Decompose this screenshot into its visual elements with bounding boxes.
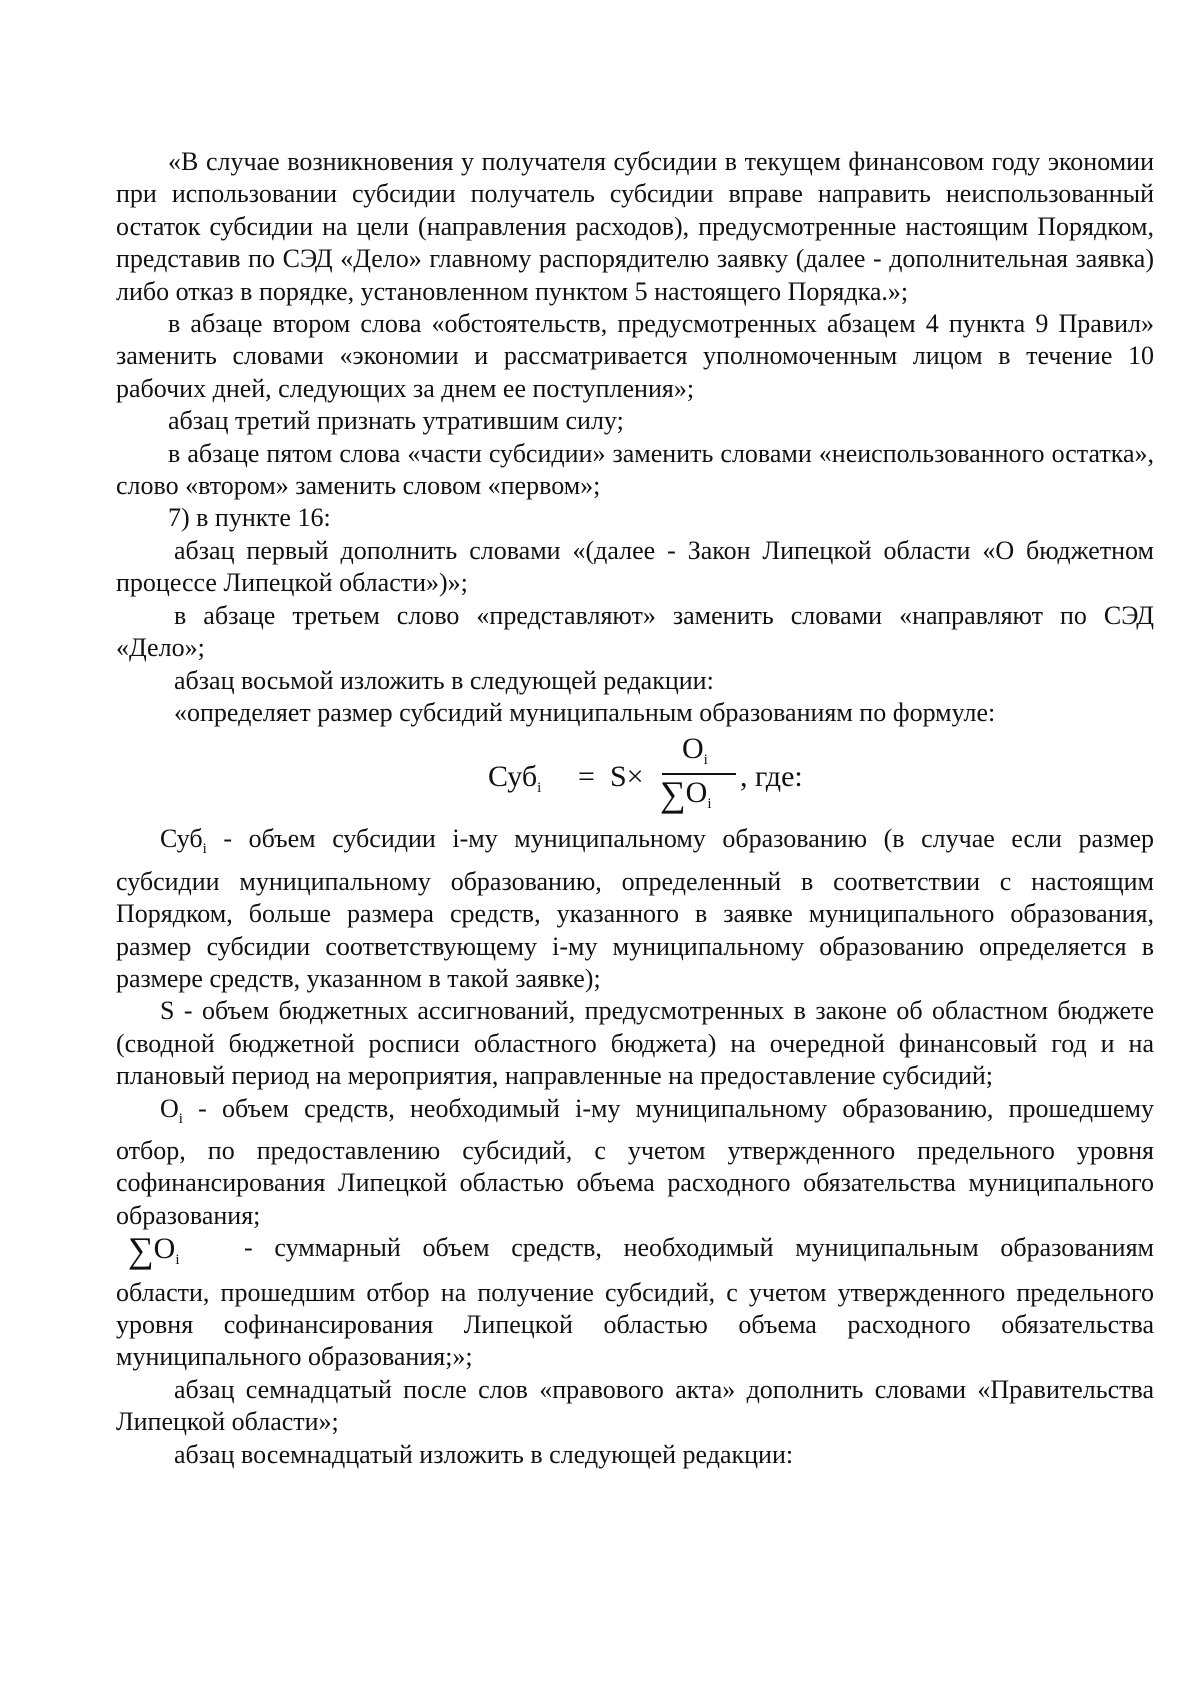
- paragraph-sub-definition: Суб$_i$ - объем субсидии i-му муниципальному образованию (в случае если размер субсидии муниципальному образованию, определенный в соответствии с настоящим Порядком, больше размера средств, указанного в заявке муниципального образования, размер субсидии соответствующему i-му муниципальному образованию определяется в размере средств, указанном в такой заявке);: [116, 824, 1154, 993]
- paragraph-5: 7) в пункте 16:: [168, 503, 331, 533]
- paragraph-8: абзац восьмой изложить в следующей редакции:: [174, 665, 714, 695]
- paragraph-2: в абзаце втором слова «обстоятельств, предусмотренных абзацем 4 пункта 9 Правил» заменить словами «экономии и рассматривается уполномоченным лицом в течение 10 рабочих дней, следующих за днем ее поступления»;: [116, 309, 1154, 403]
- paragraph-4: в абзаце пятом слова «части субсидии» заменить словами «неиспользованного остатка», слово «втором» заменить словом «первом»;: [116, 438, 1154, 501]
- formula-s-times: S×: [610, 760, 644, 794]
- paragraph-6: абзац первый дополнить словами «(далее - Закон Липецкой области «О бюджетном процессе Липецкой области»)»;: [116, 535, 1154, 598]
- paragraph-9: «определяет размер субсидий муниципальным образованиям по формуле:: [174, 697, 996, 727]
- paragraph-3: абзац третий признать утратившим силу;: [168, 406, 624, 436]
- sigma-icon: ∑: [660, 774, 686, 815]
- sigma-icon: ∑: [128, 1230, 154, 1271]
- formula-denominator: $\sum O_i$: [660, 774, 712, 815]
- paragraph-7: в абзаце третьем слово «представляют» заменить словами «направляют по СЭД «Дело»;: [116, 600, 1154, 663]
- formula-tail: , где:: [740, 760, 803, 794]
- formula-equals: =: [578, 760, 595, 794]
- paragraph-15: абзац восемнадцатый изложить в следующей редакции:: [174, 1439, 794, 1469]
- formula-lhs: Суб$_i$: [488, 760, 542, 797]
- paragraph-sum-definition: $\sum O_i$ - суммарный объем средств, необходимый муниципальным образованиям области, прошедшим отбор на получение субсидий, с учетом утвержденного предельного уровня софинансирования Липецкой областью объема расходного обязательства муниципального образования;»;: [116, 1230, 1154, 1372]
- formula-numerator: $O_i$: [682, 732, 708, 769]
- sum-term: $\sum O_i$: [128, 1230, 180, 1271]
- document-body: [116, 146, 1154, 1471]
- paragraph-1: «В случае возникновения у получателя субсидии в текущем финансовом году экономии при использовании субсидии получатель субсидии вправе направить неиспользованный остаток субсидии на цели (направления расходов), предусмотренные настоящим Порядком, представив по СЭД «Дело» главному распорядителю заявку (далее - дополнительная заявка) либо отказ в порядке, установленном пунктом 5 настоящего Порядка.»;: [116, 147, 1154, 306]
- formula-fraction: [660, 733, 738, 823]
- paragraph-14: абзац семнадцатый после слов «правового акта» дополнить словами «Правительства Липецкой области»;: [116, 1374, 1154, 1437]
- subsidy-formula: [116, 729, 1154, 823]
- paragraph-s-definition: S - объем бюджетных ассигнований, предусмотренных в законе об областном бюджете (сводной бюджетной росписи областного бюджета) на очередной финансовый год и на плановый период на мероприятия, направленные на предоставление субсидий;: [116, 996, 1154, 1091]
- paragraph-o-definition: $O_i$ - объем средств, необходимый i-му муниципальному образованию, прошедшему отбор, по предоставлению субсидий, с учетом утвержденного предельного уровня софинансирования Липецкой областью объема расходного обязательства муниципального образования;: [116, 1093, 1154, 1230]
